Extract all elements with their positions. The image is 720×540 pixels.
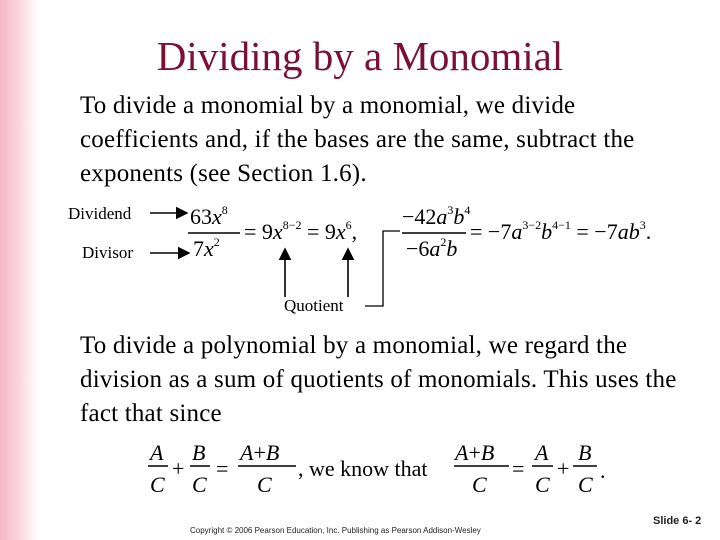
formula-A-1: A (150, 440, 164, 465)
formula-B-1: B (192, 440, 206, 465)
formula-plus-1: + (172, 456, 185, 481)
paragraph-monomial-division: To divide a monomial by a monomial, we divide coefficients and, if the bases are the same, subtract the exponents (see Section 1.6). (80, 92, 635, 187)
formula-A-2: A (535, 440, 549, 465)
slide-title: Dividing by a Monomial (156, 33, 564, 79)
formula-C-6: C (578, 472, 593, 497)
formula-A-plus-B-1: A+B (240, 440, 280, 465)
formula-C-1: C (150, 472, 165, 497)
formula-C-3: C (257, 472, 272, 497)
copyright-footer: Copyright © 2006 Pearson Education, Inc. Publishing as Pearson Addison-Wesley (190, 526, 481, 535)
dividend-expression: $63x^8$ (190, 203, 228, 229)
quotient-bracket (365, 231, 400, 306)
quotient-expression-2: = $-7a^{3-2}b^{4-1} = -7ab^3$. (470, 218, 652, 244)
formula-equals-1: = (216, 456, 229, 481)
quotient-expressions: = $9x^{8-2} = 9x^6$, (244, 218, 358, 244)
dividend-label: Dividend (68, 204, 132, 223)
paragraph-polynomial-division: To divide a polynomial by a monomial, we regard the division as a sum of quotients of monomials. This uses the fact that since (80, 332, 677, 427)
slide-number: Slide 6- 2 (653, 515, 702, 527)
quotient-label: Quotient (284, 296, 344, 315)
formula-C-2: C (192, 472, 207, 497)
dividend-expression-2: $-42a^3b^4$ (402, 203, 471, 229)
formula-C-4: C (472, 472, 487, 497)
formula-A-plus-B-2: A+B (455, 440, 495, 465)
formula-B-2: B (578, 440, 592, 465)
formula-equals-2: = (512, 456, 525, 481)
divisor-expression: $7x^2$ (193, 235, 220, 261)
formula-C-5: C (535, 472, 550, 497)
divisor-expression-2: $-6a^2b$ (406, 235, 458, 261)
formula-period: . (600, 458, 606, 483)
formula-plus-2: + (557, 456, 570, 481)
we-know-that: , we know that (298, 456, 428, 481)
divisor-label: Divisor (82, 243, 133, 262)
